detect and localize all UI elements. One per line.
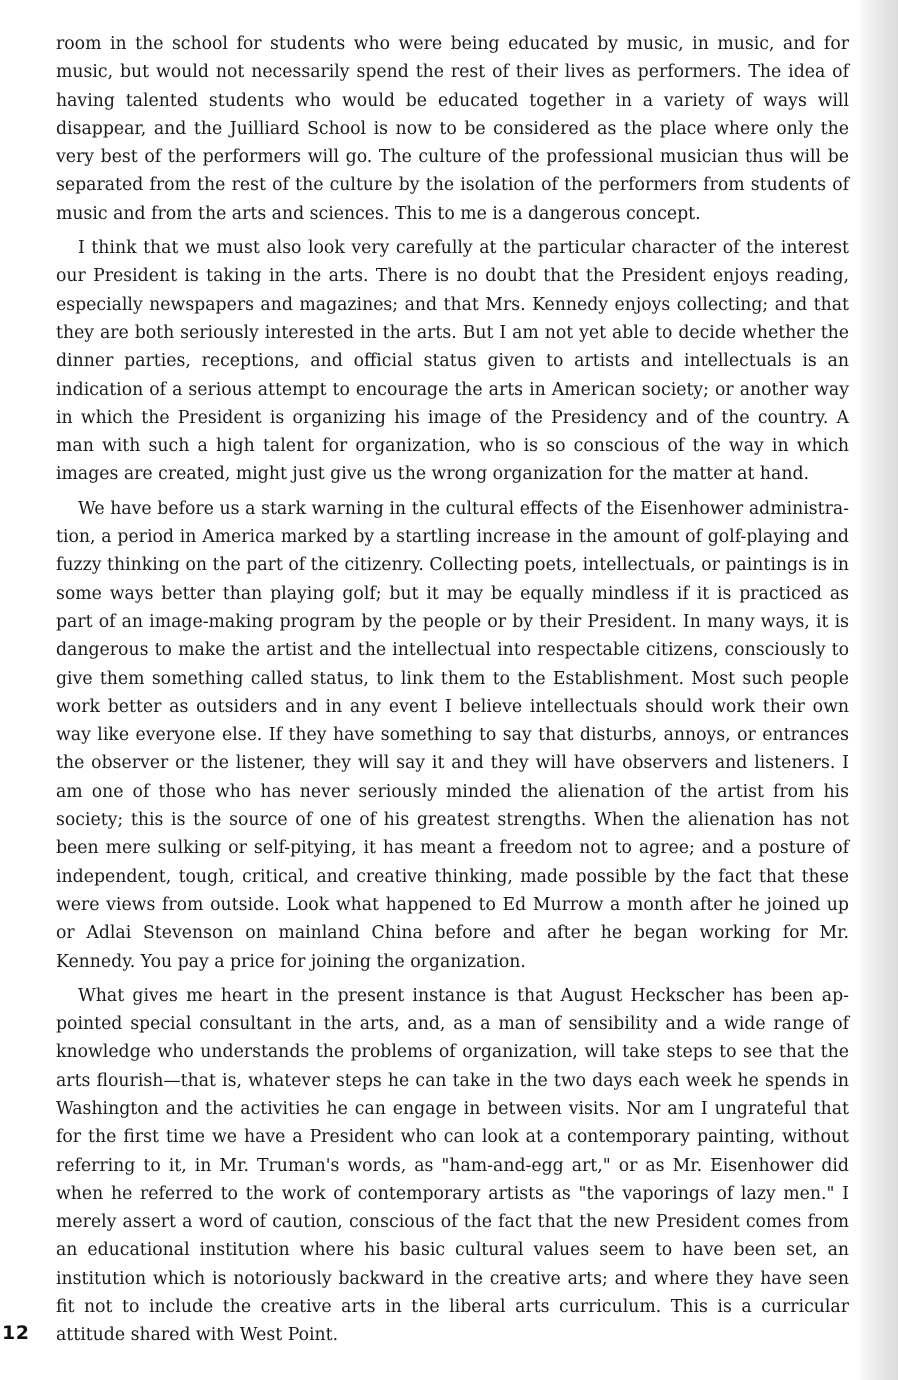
article-body xyxy=(56,30,849,1350)
paragraph-4: What gives me heart in the present instance is that August Heckscher has been appointed special consultant in the arts, and, as a man of sensibility and a wide range of knowledge who understands the problems of organization, will take steps to see that the arts flourish—that is, whatever steps he can take in the two days each week he spends in Washington and the activities he can engage in between visits. Nor am I ungrateful that for the first time we have a President who can look at a contemporary painting, without referring to it, in Mr. Truman's words, as "ham-and-egg art," or as Mr. Eisenhower did when he referred to the work of contemporary artists as "the vaporings of lazy men." I merely assert a word of caution, conscious of the fact that the new President comes from an educational institution where his basic cultural values seem to have been set, an institution which is notoriously backward in the creative arts; and where they have seen fit not to include the creative arts in the liberal arts curriculum. This is a curricular attitude shared with West Point. xyxy=(56,985,849,1346)
paragraph-2: I think that we must also look very carefully at the particular character of the interest our President is taking in the arts. There is no doubt that the President enjoys reading, especially newspapers and magazines; and that Mrs. Kennedy enjoys collecting; and that they are both seriously interested in the arts. But I am not yet able to decide whether the dinner parties, receptions, and official status given to artists and intellectuals is an indication of a serious attempt to encourage the arts in American society; or another way in which the President is organizing his image of the Presidency and of the country. A man with such a high talent for organization, who is so conscious of the way in which images are created, might just give us the wrong organization for the matter at hand. xyxy=(56,238,849,485)
page-number: 12 xyxy=(2,1322,30,1344)
page-edge-shadow xyxy=(860,0,898,1380)
paragraph-3: We have before us a stark warning in the cultural effects of the Eisenhower administration, a period in America marked by a startling increase in the amount of golf-playing and fuzzy thinking on the part of the citizenry. Collecting poets, intellectuals, or paintings is in some ways better than playing golf; but it may be equally mindless if it is practiced as part of an image-making program by the people or by their President. In many ways, it is dangerous to make the artist and the intellectual into respectable citizens, consciously to give them something called status, to link them to the Establishment. Most such people work better as outsiders and in any event I believe intellectuals should work their own way like everyone else. If they have something to say that disturbs, annoys, or entrances the observer or the listener, they will say it and they will have observers and listeners. I am one of those who has never seriously minded the alienation of the artist from his society; this is the source of one of his greatest strengths. When the alienation has not been mere sulking or self-pitying, it has meant a freedom not to agree; and a posture of independent, tough, critical, and creative thinking, made possible by the fact that these were views from outside. Look what happened to Ed Murrow a month after he joined up or Adlai Stevenson on mainland China before and after he began working for Mr. Kennedy. You pay a price for joining the organization. xyxy=(56,498,849,972)
paragraph-1: room in the school for students who were being educated by music, in music, and for music, but would not necessarily spend the rest of their lives as performers. The idea of having talented students who would be educated together in a variety of ways will disappear, and the Juilliard School is now to be considered as the place where only the very best of the performers will go. The culture of the professional musician thus will be separated from the rest of the culture by the isolation of the performers from students of music and from the arts and sciences. This to me is a dangerous concept. xyxy=(56,34,849,224)
